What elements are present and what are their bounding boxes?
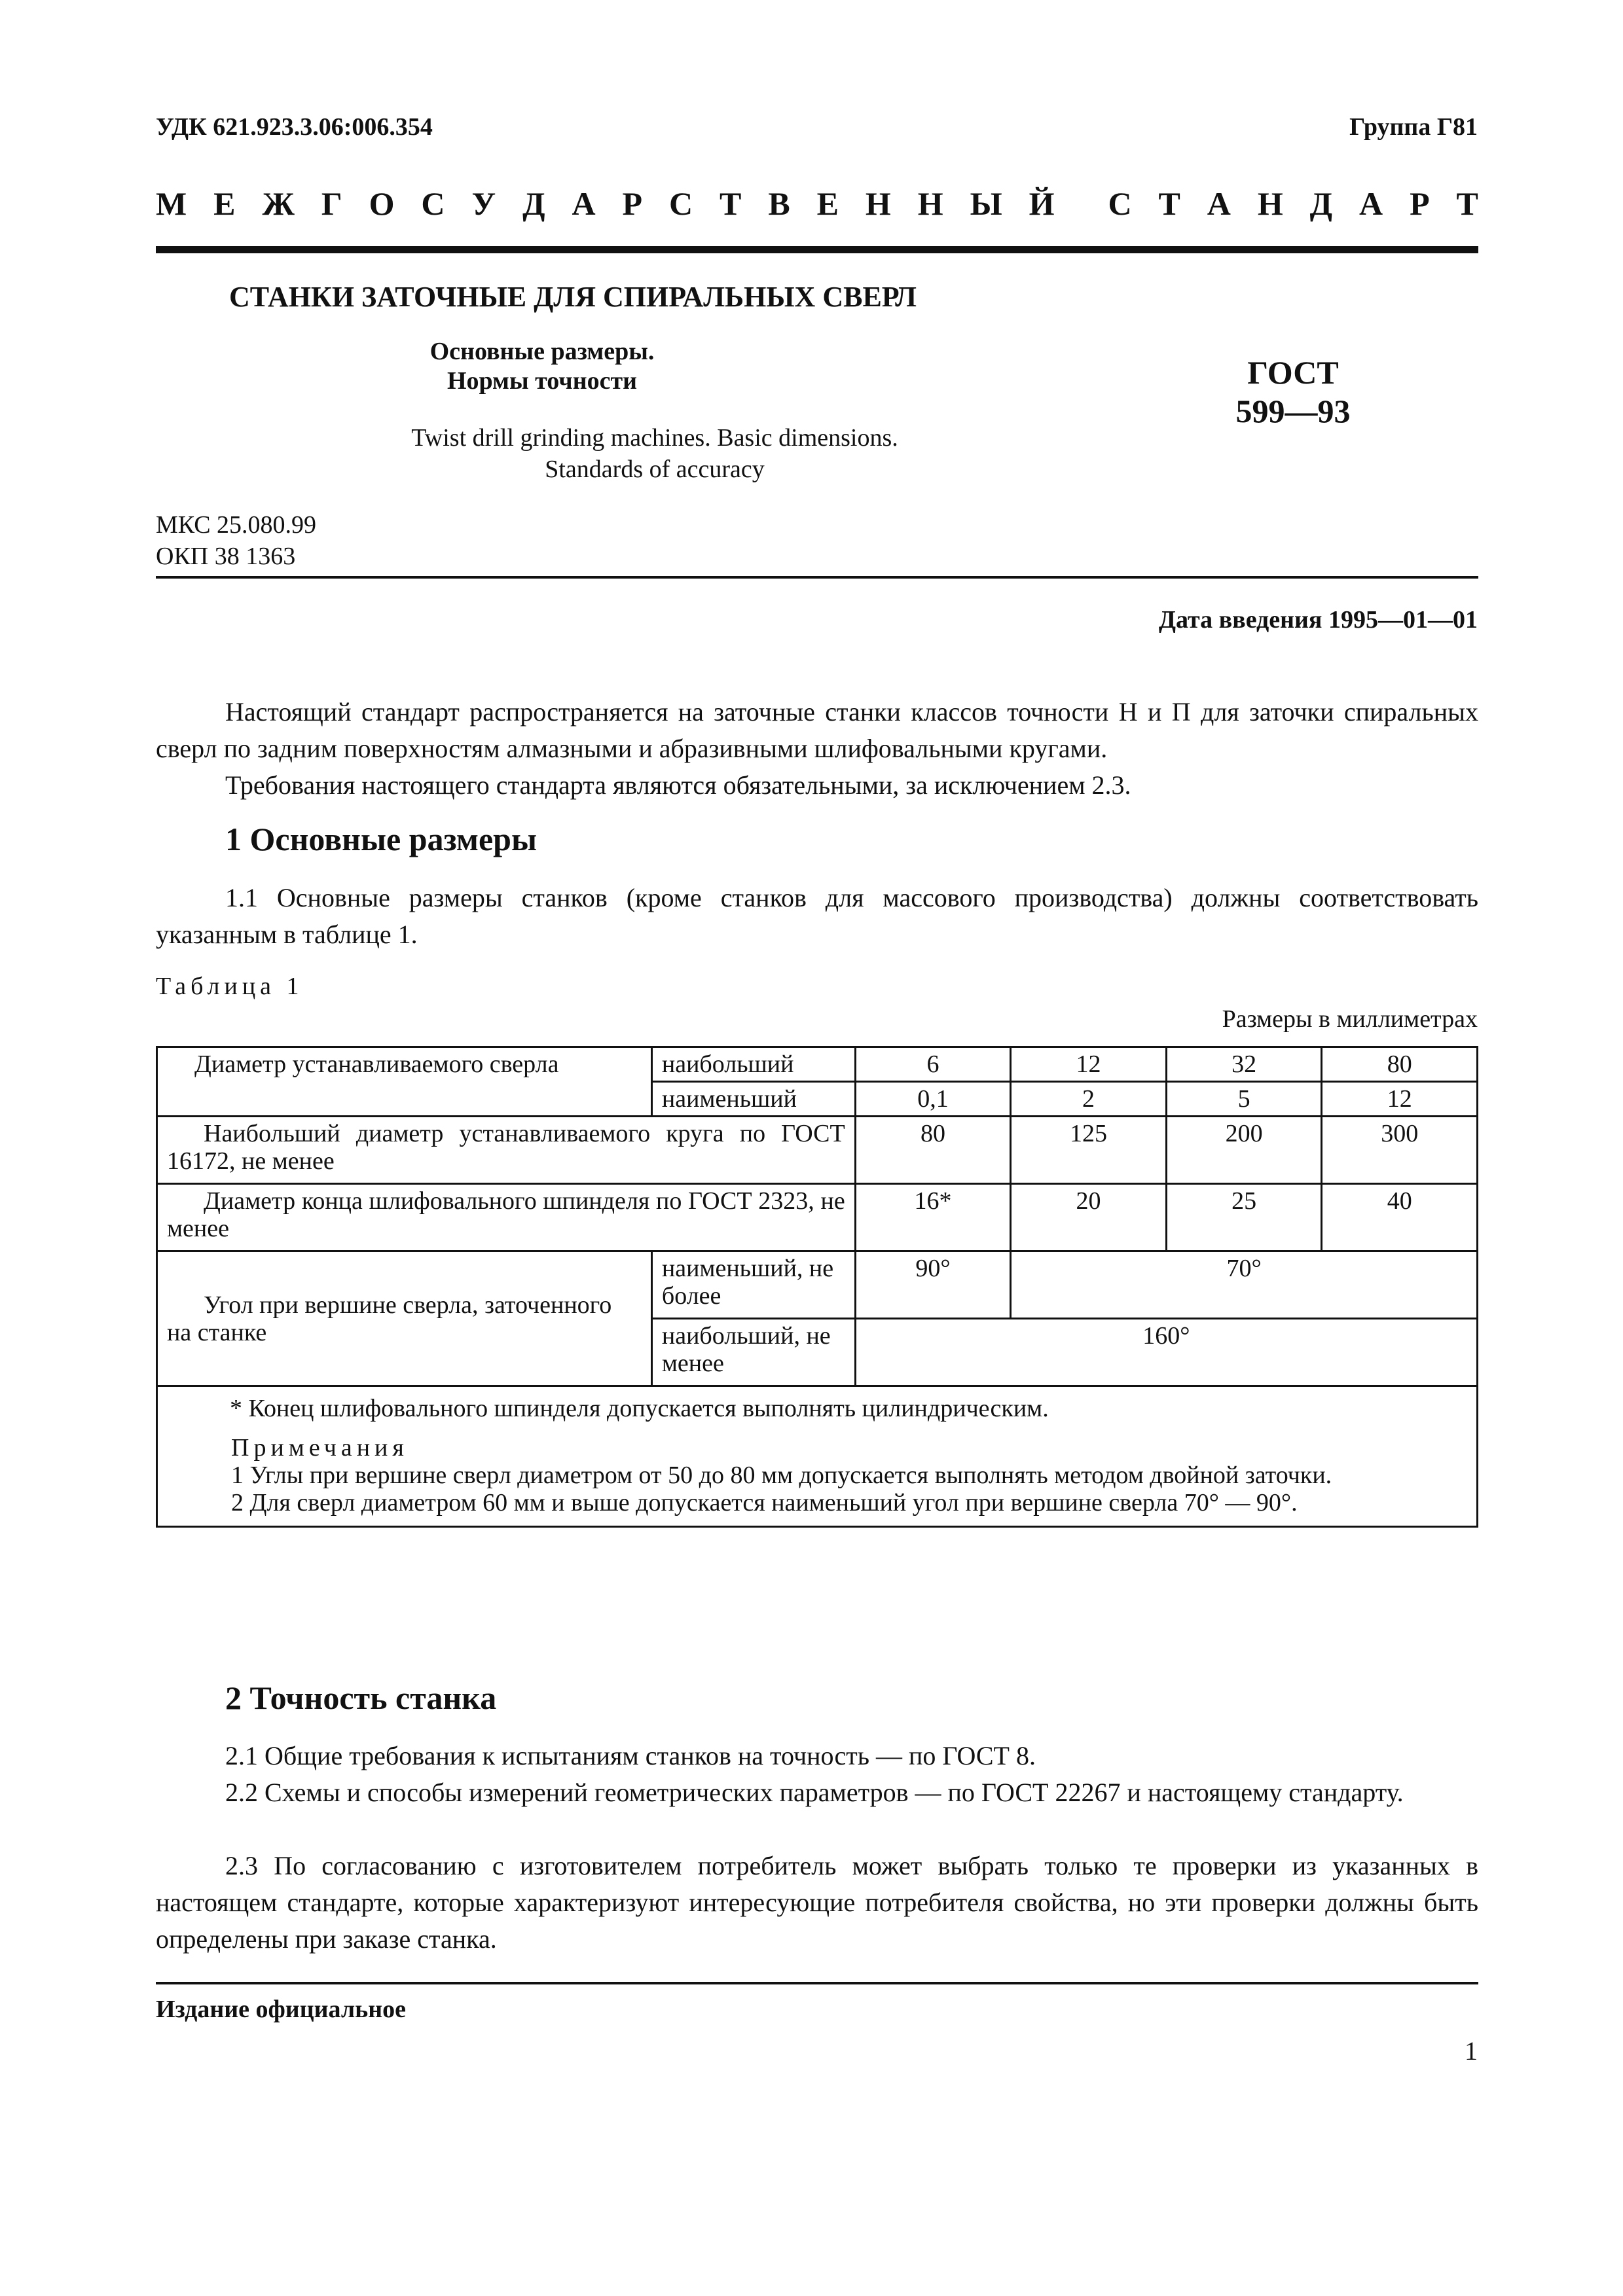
title-rule	[156, 576, 1478, 579]
banner-letter: Р	[1410, 185, 1430, 222]
table-row	[157, 1117, 1478, 1184]
clause-2-1: 2.1 Общие требования к испытаниям станков на точность — по ГОСТ 8.	[225, 1741, 1036, 1770]
edition-label: Издание официальное	[156, 1996, 407, 2023]
banner-letter: Ы	[970, 185, 1002, 222]
notes-heading: Примечания	[231, 1434, 409, 1462]
table-cell: 6	[855, 1047, 1011, 1082]
banner-letter: Ж	[262, 185, 295, 222]
banner-letter: Р	[622, 185, 643, 222]
banner-letter: Т	[1158, 185, 1180, 222]
table-cell: 90°	[855, 1251, 1011, 1319]
banner-letter: С	[668, 185, 693, 222]
footer-rule	[156, 1982, 1478, 1984]
table-cell: 160°	[855, 1319, 1477, 1386]
table-note: 2 Для сверл диаметром 60 мм и выше допускается наименьший угол при вершине сверла 70° — 90°.	[231, 1489, 1298, 1516]
table-cell: 12	[1011, 1047, 1167, 1082]
table-row	[157, 1047, 1478, 1082]
english-title-line: Twist drill grinding machines. Basic dimensions.	[411, 424, 898, 452]
section-1-heading: 1 Основные размеры	[225, 821, 537, 857]
banner-letter: Т	[1456, 185, 1478, 222]
clause-2-3: 2.3 По согласованию с изготовителем потребитель может выбрать только те проверки из указанных в настоящем стандарте, которые характеризуют интересующие потребителя свойства, но эти проверки должны быть определены при заказе станка.	[156, 1851, 1478, 1954]
standard-banner	[156, 185, 1478, 223]
banner-letter: Д	[522, 185, 545, 222]
classification-codes	[156, 509, 316, 572]
banner-letter: А	[1207, 185, 1231, 222]
sub-label-min: наименьший	[651, 1082, 855, 1117]
banner-letter: Н	[917, 185, 943, 222]
row-label-wheel-diameter: Наибольший диаметр устанавливаемого круга по ГОСТ 16172, не менее	[157, 1117, 856, 1184]
group-code: Группа Г81	[1349, 113, 1478, 141]
banner-letter: М	[156, 185, 187, 222]
banner-letter: Н	[865, 185, 891, 222]
table-label: Таблица 1	[156, 973, 304, 1000]
table-note: 1 Углы при вершине сверл диаметром от 50 до 80 мм допускается выполнять методом двойной заточки.	[231, 1462, 1332, 1489]
banner-letter: Е	[213, 185, 236, 222]
table-cell: 200	[1166, 1117, 1322, 1184]
clause-1-1: 1.1 Основные размеры станков (кроме станков для массового производства) должны соответствовать указанным в таблице 1.	[156, 883, 1478, 949]
table-cell: 125	[1011, 1117, 1167, 1184]
banner-letter: Г	[321, 185, 342, 222]
table-cell: 16*	[855, 1184, 1011, 1251]
banner-letter: У	[471, 185, 496, 222]
okp-code: ОКП 38 1363	[156, 543, 296, 570]
row-label-spindle-diameter: Диаметр конца шлифовального шпинделя по ГОСТ 2323, не менее	[157, 1184, 856, 1251]
table-units: Размеры в миллиметрах	[1222, 1005, 1478, 1033]
document-subtitle	[365, 337, 719, 396]
banner-letter: О	[369, 185, 395, 222]
dimensions-table	[156, 1046, 1478, 1528]
gost-number	[1175, 353, 1411, 431]
table-cell: 2	[1011, 1082, 1167, 1117]
header-rule	[156, 246, 1478, 253]
introduction-date: Дата введения 1995—01—01	[1158, 606, 1478, 634]
table-cell: 80	[855, 1117, 1011, 1184]
sub-label-min: наименьший, не более	[651, 1251, 855, 1319]
sub-label-max: наибольший	[651, 1047, 855, 1082]
banner-letter: Е	[816, 185, 839, 222]
intro-paragraph: Требования настоящего стандарта являются обязательными, за исключением 2.3.	[225, 770, 1131, 800]
banner-letter: А	[572, 185, 596, 222]
banner-letter: Т	[720, 185, 742, 222]
gost-label: ГОСТ	[1247, 354, 1339, 391]
table-cell: 25	[1166, 1184, 1322, 1251]
table-cell: 5	[1166, 1082, 1322, 1117]
table-cell: 0,1	[855, 1082, 1011, 1117]
gost-code: 599—93	[1235, 393, 1351, 429]
banner-letter: В	[768, 185, 790, 222]
table-cell: 32	[1166, 1047, 1322, 1082]
table-row	[157, 1184, 1478, 1251]
table-footnotes	[157, 1386, 1478, 1527]
table-footnote: * Конец шлифовального шпинделя допускается выполнять цилиндрическим.	[230, 1395, 1049, 1422]
row-label-drill-diameter: Диаметр устанавливаемого сверла	[157, 1047, 652, 1117]
table-cell: 12	[1322, 1082, 1478, 1117]
table-cell: 70°	[1011, 1251, 1478, 1319]
row-label-point-angle: Угол при вершине сверла, заточенного на станке	[157, 1251, 652, 1386]
banner-letter: А	[1359, 185, 1383, 222]
subtitle-line: Нормы точности	[447, 367, 638, 395]
banner-letter: С	[421, 185, 445, 222]
table-cell: 300	[1322, 1117, 1478, 1184]
banner-letter: С	[1108, 185, 1132, 222]
english-title-line: Standards of accuracy	[545, 456, 765, 483]
clause-2-2: 2.2 Схемы и способы измерений геометрических параметров — по ГОСТ 22267 и настоящему стандарту.	[225, 1778, 1404, 1807]
banner-letter: Н	[1257, 185, 1283, 222]
banner-letter: Д	[1309, 185, 1333, 222]
table-row	[157, 1251, 1478, 1319]
banner-letter: Й	[1029, 185, 1055, 222]
table-row	[157, 1386, 1478, 1527]
document-title: СТАНКИ ЗАТОЧНЫЕ ДЛЯ СПИРАЛЬНЫХ СВЕРЛ	[229, 281, 917, 313]
mks-code: МКС 25.080.99	[156, 511, 317, 539]
table-cell: 80	[1322, 1047, 1478, 1082]
page-number: 1	[1465, 2036, 1478, 2066]
subtitle-line: Основные размеры.	[429, 338, 655, 365]
table-cell: 20	[1011, 1184, 1167, 1251]
intro-paragraph: Настоящий стандарт распространяется на заточные станки классов точности Н и П для заточки спиральных сверл по задним поверхностям алмазными и абразивными шлифовальными кругами.	[156, 697, 1478, 763]
sub-label-max: наибольший, не менее	[651, 1319, 855, 1386]
section-2-heading: 2 Точность станка	[225, 1679, 497, 1716]
udk-code: УДК 621.923.3.06:006.354	[156, 113, 433, 141]
table-cell: 40	[1322, 1184, 1478, 1251]
english-title	[282, 422, 1028, 485]
